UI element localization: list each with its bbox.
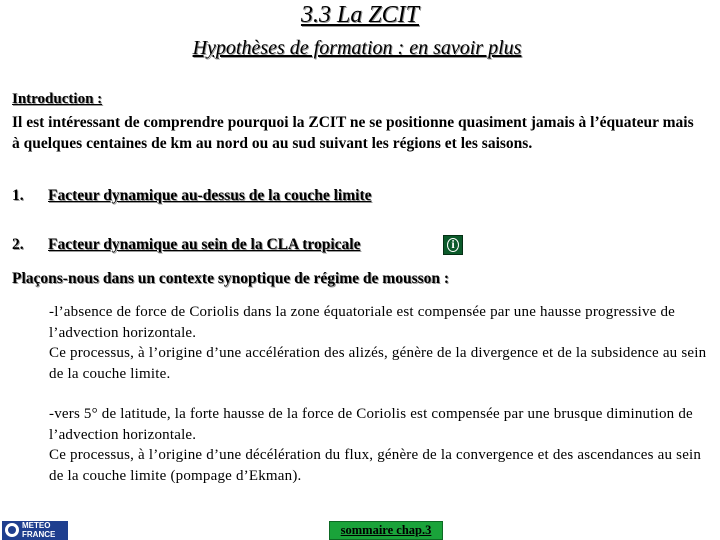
- paragraph-coriolis-5deg: [49, 404, 709, 486]
- info-button[interactable]: [443, 235, 463, 255]
- section-heading: Plaçons-nous dans un contexte synoptique de régime de mousson :: [12, 270, 450, 287]
- summary-chapter-button[interactable]: sommaire chap.3: [329, 521, 443, 540]
- item-number: 2.: [12, 236, 24, 253]
- intro-text: Il est intéressant de comprendre pourquoi la ZCIT ne se positionne quasiment jamais à l’équateur mais à quelques centaines de km au nord ou au sud suivant les régions et les saisons.: [12, 114, 694, 152]
- meteo-france-emblem-icon: [5, 523, 19, 537]
- item-link-label[interactable]: Facteur dynamique au sein de la CLA tropicale: [48, 236, 361, 253]
- item-coriolis-above-boundary-layer[interactable]: [12, 187, 372, 205]
- intro-heading: Introduction :: [12, 91, 103, 107]
- paragraph-line: -vers 5° de latitude, la forte hausse de la force de Coriolis est compensée par une brusque diminution de l’advection horizontale.: [49, 406, 693, 443]
- item-tropical-boundary-layer[interactable]: [12, 236, 360, 254]
- paragraph-line: -l’absence de force de Coriolis dans la zone équatoriale est compensée par une hausse progressive de l’advection horizontale.: [49, 304, 676, 341]
- paragraph-coriolis-absence: [49, 302, 709, 384]
- item-link-label[interactable]: Facteur dynamique au-dessus de la couche limite: [48, 187, 372, 204]
- info-icon: i: [447, 238, 459, 252]
- item-number: 1.: [12, 187, 24, 204]
- paragraph-line: Ce processus, à l’origine d’une accélération des alizés, génère de la divergence et de la subsidence au sein de la couche limite.: [49, 345, 707, 382]
- logo-text: METEO FRANCE: [22, 521, 56, 539]
- meteo-france-logo: [2, 521, 68, 540]
- page-subtitle: Hypothèses de formation : en savoir plus: [192, 37, 522, 59]
- paragraph-line: Ce processus, à l’origine d’une décélération du flux, génère de la convergence et des ascendances au sein de la couche limite (pompage d’Ekman).: [49, 447, 702, 484]
- page-title: 3.3 La ZCIT: [300, 2, 420, 28]
